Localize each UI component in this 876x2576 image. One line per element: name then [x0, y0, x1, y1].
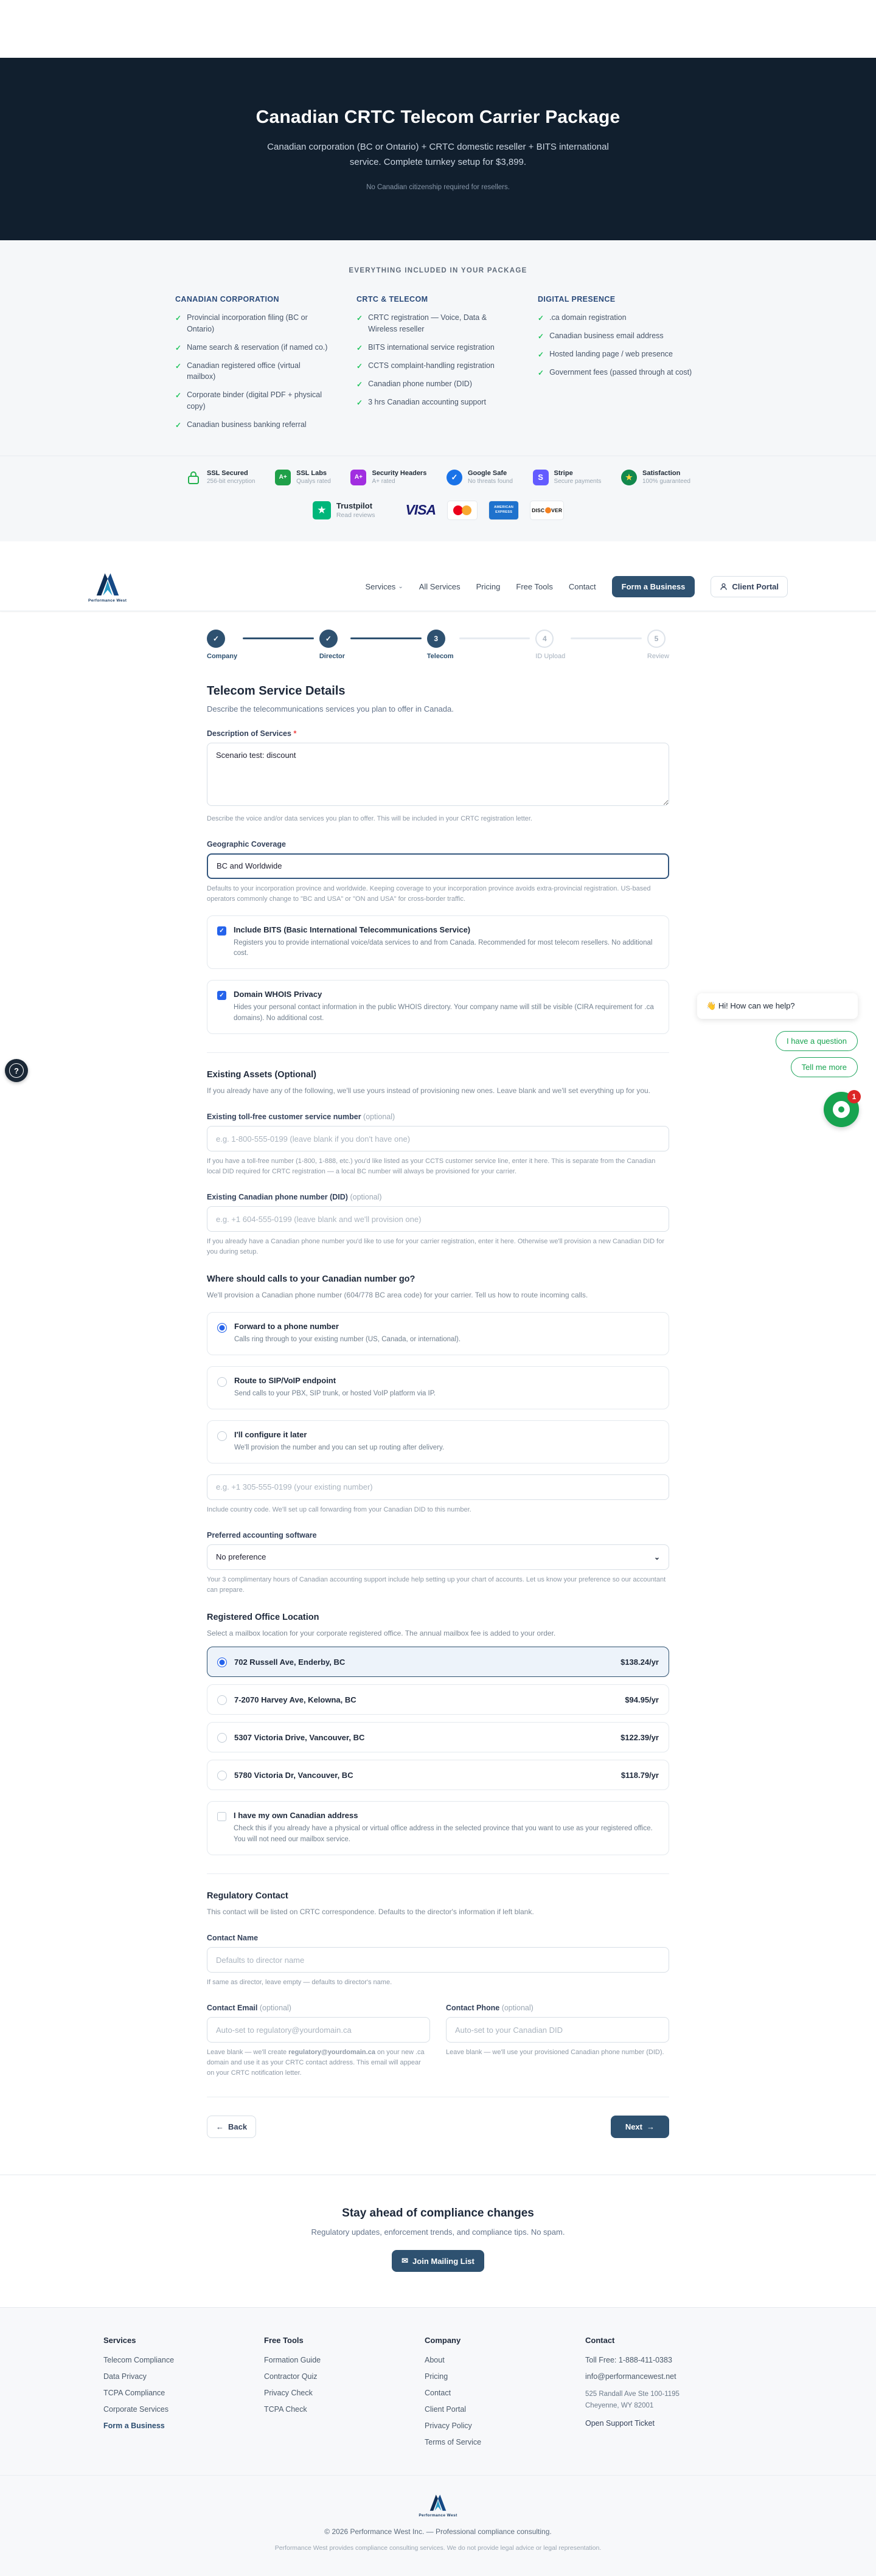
assets-heading: Existing Assets (Optional)	[207, 1069, 316, 1080]
brand-name: Performance West	[419, 2513, 457, 2518]
contact-email-help: Leave blank — we'll create regulatory@yourdomain.ca on your new .ca domain and use it as your CRTC contact address. This email will appear on your CRTC notification letter.	[207, 2049, 425, 2077]
check-icon: ✓	[219, 927, 224, 934]
geographic-coverage-input[interactable]	[207, 853, 669, 879]
newsletter-section	[0, 2175, 876, 2307]
stripe-icon: S	[533, 470, 549, 485]
footer-link-form-a-business[interactable]: Form a Business	[103, 2422, 165, 2431]
check-icon: ✓	[538, 350, 544, 359]
package-item: ✓ 3 hrs Canadian accounting support	[356, 397, 486, 407]
arrow-right-icon: →	[647, 2122, 655, 2132]
wave-icon: 👋	[706, 1001, 717, 1010]
package-item: ✓ CCTS complaint-handling registration	[356, 361, 495, 370]
description-textarea[interactable]	[207, 743, 669, 806]
package-item: ✓ Name search & reservation (if named co.)	[175, 342, 328, 352]
contact-name-help: If same as director, leave empty — defaults to director's name.	[207, 1979, 392, 1987]
nav-services[interactable]: Services ⌄	[365, 582, 403, 591]
chat-bubble-icon	[833, 1101, 850, 1118]
description-help: Describe the voice and/or data services you plan to offer. This will be included in your CRTC registration letter.	[207, 814, 532, 822]
description-label: Description of Services *	[207, 729, 297, 738]
progress-steps	[207, 630, 669, 660]
footer-link[interactable]: Contact	[425, 2389, 451, 2398]
person-icon	[720, 583, 728, 591]
check-icon: ✓	[356, 314, 363, 322]
trust-badge-ssl: SSL Secured 256-bit encryption	[186, 470, 255, 485]
accounting-label: Preferred accounting software	[207, 1530, 317, 1540]
footer-link[interactable]: About	[425, 2356, 445, 2365]
footer-link[interactable]: TCPA Check	[264, 2405, 307, 2414]
own-address-checkbox-card[interactable]: I have my own Canadian address Check this if you already have a physical or virtual office address in the selected province that you want to use as your registered office. You will not need our mailbox service.	[207, 1801, 669, 1855]
nav-free-tools[interactable]: Free Tools	[516, 582, 553, 591]
section-divider	[207, 1873, 669, 1874]
footer-link[interactable]: Terms of Service	[425, 2438, 482, 2447]
arrow-left-icon: ←	[216, 2122, 224, 2132]
check-icon: ✓	[175, 343, 182, 352]
brand-name: Performance West	[88, 599, 127, 603]
package-item: ✓ BITS international service registration	[356, 342, 495, 352]
radio-sip[interactable]	[217, 1377, 227, 1387]
step-label: Company	[207, 652, 238, 660]
discover-logo: DISC VER	[530, 501, 563, 519]
package-item: ✓ Provincial incorporation filing (BC or Ontario)	[175, 312, 328, 335]
footer-link[interactable]: Corporate Services	[103, 2405, 169, 2414]
contact-phone-label: Contact Phone (optional)	[446, 2004, 534, 2013]
logo[interactable]	[88, 571, 127, 603]
footer-link[interactable]: Pricing	[425, 2372, 448, 2381]
performance-west-logo-icon	[428, 2493, 448, 2512]
discover-dot-icon	[545, 507, 551, 513]
step-label: Director	[319, 652, 346, 660]
tollfree-input[interactable]	[207, 1126, 669, 1151]
routing-desc: We'll provision a Canadian phone number (604/778 BC area code) for your carrier. Tell us how to route incoming calls.	[207, 1291, 588, 1300]
footer-address: 525 Randall Ave Ste 100-1195 Cheyenne, WY 82001	[585, 2390, 680, 2409]
top-navigation	[0, 563, 876, 611]
footer-link[interactable]: Contractor Quiz	[264, 2372, 318, 2381]
forward-number-help: Include country code. We'll set up call forwarding from your Canadian DID to this number.	[207, 1505, 471, 1513]
hero-banner	[0, 58, 876, 240]
trust-badge-ssllabs: A+ SSL Labs Qualys rated	[275, 470, 331, 485]
step-company[interactable]	[207, 630, 225, 648]
help-fab-button[interactable]	[5, 1059, 28, 1082]
contact-email-label: Contact Email (optional)	[207, 2004, 291, 2013]
package-item: ✓ Government fees (passed through at cost)	[538, 368, 692, 377]
footer-link[interactable]: TCPA Compliance	[103, 2389, 165, 2398]
bits-checkbox-card[interactable]: ✓ Include BITS (Basic International Telecommunications Service) Registers you to provide international voice/data services to and from Canada. Recommended for most telecom resellers. No additional cost.	[207, 915, 669, 970]
star-icon: ★	[621, 470, 637, 485]
nav-pricing[interactable]: Pricing	[476, 582, 501, 591]
mail-icon: ✉	[401, 2256, 409, 2266]
quick-reply-more-button[interactable]: Tell me more	[791, 1057, 858, 1077]
trust-badge-securityheaders: A+ Security Headers A+ rated	[350, 470, 426, 485]
hero-subtitle: Canadian corporation (BC or Ontario) + CRTC domestic reseller + BITS international service. Complete turnkey setup for $3,899.	[267, 142, 609, 167]
check-icon: ✓	[538, 332, 544, 341]
step-telecom[interactable]: 3	[427, 630, 445, 648]
footer-email[interactable]: info@performancewest.net	[585, 2372, 676, 2381]
radio-forward[interactable]	[217, 1323, 227, 1333]
check-icon: ✓	[538, 369, 544, 377]
footer-column-services: Services Telecom Compliance Data Privacy TCPA Compliance Corporate Services Form a Business	[103, 2336, 264, 2454]
contact-name-label: Contact Name	[207, 1934, 259, 1943]
check-icon: ✓	[175, 391, 182, 400]
footer-logo	[419, 2493, 457, 2518]
contact-email-input[interactable]	[207, 2017, 430, 2043]
routing-option-forward[interactable]: Forward to a phone number Calls ring through to your existing number (US, Canada, or international).	[207, 1312, 669, 1355]
check-icon: ✓	[356, 361, 363, 370]
check-icon: ✓	[219, 992, 224, 999]
shield-check-icon: ✓	[447, 470, 462, 485]
footer	[0, 2307, 876, 2576]
check-icon: ✓	[175, 361, 182, 370]
chat-quick-replies	[776, 1031, 858, 1077]
mastercard-logo	[448, 501, 477, 519]
question-mark-icon: ?	[9, 1063, 24, 1078]
geographic-label: Geographic Coverage	[207, 839, 286, 849]
package-column-corporation: CANADIAN CORPORATION ✓ Provincial incorporation filing (BC or Ontario) ✓ Name search & reservation (if named co.) ✓ Canadian registered office (virtual mailbox) ✓ Corporate binder (digital PDF + physical copy) ✓ Canadian business banking referral	[175, 295, 328, 429]
radio-office-2[interactable]	[217, 1695, 227, 1705]
accounting-software-select[interactable]: No preference ⌄	[207, 1544, 669, 1570]
join-mailing-list-button[interactable]: ✉ Join Mailing List	[392, 2250, 484, 2272]
office-heading: Registered Office Location	[207, 1613, 319, 1623]
amex-logo: AMERICAN EXPRESS	[489, 501, 518, 519]
radio-office-3[interactable]	[217, 1733, 227, 1743]
newsletter-heading: Stay ahead of compliance changes	[342, 2207, 534, 2220]
did-input[interactable]	[207, 1206, 669, 1232]
package-item: ✓ .ca domain registration	[538, 313, 627, 322]
copyright: © 2026 Performance West Inc. — Professional compliance consulting.	[324, 2527, 552, 2536]
check-icon: ✓	[325, 634, 332, 643]
form-a-business-button[interactable]: Form a Business	[612, 576, 695, 597]
step-director[interactable]	[319, 630, 338, 648]
step-connector	[243, 637, 314, 639]
footer-column-contact: Contact Toll Free: 1-888-411-0383 info@performancewest.net 525 Randall Ave Ste 100-1195 Cheyenne, WY 82001 Open Support Ticket	[585, 2336, 773, 2454]
step-connector	[571, 637, 642, 639]
tollfree-label: Existing toll-free customer service number (optional)	[207, 1113, 395, 1122]
page-title: Canadian CRTC Telecom Carrier Package	[255, 107, 620, 128]
package-section	[0, 240, 876, 541]
footer-link[interactable]: Telecom Compliance	[103, 2356, 175, 2365]
whois-checkbox-card[interactable]: ✓ Domain WHOIS Privacy Hides your personal contact information in the public WHOIS directory. Your company name will still be visible (CIRA requirement for .ca domains). No additional cost.	[207, 980, 669, 1034]
next-button[interactable]: Next →	[611, 2116, 669, 2138]
check-icon: ✓	[538, 314, 544, 322]
radio-later[interactable]	[217, 1431, 227, 1441]
package-item: ✓ Canadian business email address	[538, 332, 664, 341]
quick-reply-question-button[interactable]: I have a question	[776, 1031, 858, 1051]
nav-contact[interactable]: Contact	[568, 582, 596, 591]
footer-link[interactable]: Privacy Check	[264, 2389, 313, 2398]
package-heading: EVERYTHING INCLUDED IN YOUR PACKAGE	[349, 267, 527, 274]
radio-office-1[interactable]	[217, 1658, 227, 1667]
assets-desc: If you already have any of the following, we'll use yours instead of provisioning new ones. Leave blank and we'll set everything up for you.	[207, 1086, 651, 1095]
office-option-vancouver-2[interactable]: 5780 Victoria Dr, Vancouver, BC $118.79/yr	[207, 1760, 669, 1790]
package-item: ✓ Hosted landing page / web presence	[538, 350, 673, 359]
trustpilot-badge[interactable]: ★ Trustpilot Read reviews	[313, 501, 375, 519]
step-connector	[459, 637, 530, 639]
step-label: ID Upload	[535, 652, 566, 660]
nav-all-services[interactable]: All Services	[419, 582, 461, 591]
chat-greeting-bubble: 👋 Hi! How can we help?	[697, 993, 858, 1019]
did-help: If you already have a Canadian phone number you'd like to use for your carrier registration, enter it here. Otherwise we'll provision a new Canadian DID for you during setup.	[207, 1238, 664, 1256]
package-item: ✓ CRTC registration — Voice, Data & Wireless reseller	[356, 312, 510, 335]
geographic-help: Defaults to your incorporation province and worldwide. Keeping coverage to your incorporation province avoids extra-provincial registration. US-based operators commonly change to "BC and USA" or "ON and USA" for cross-border traffic.	[207, 884, 651, 903]
package-item: ✓ Canadian phone number (DID)	[356, 379, 472, 389]
step-label: Review	[647, 652, 669, 660]
contact-phone-help: Leave blank — we'll use your provisioned Canadian phone number (DID).	[446, 2049, 664, 2057]
routing-option-sip[interactable]: Route to SIP/VoIP endpoint Send calls to your PBX, SIP trunk, or hosted VoIP platform via IP.	[207, 1366, 669, 1409]
form-subheading: Describe the telecommunications services you plan to offer in Canada.	[207, 704, 454, 713]
footer-link[interactable]: Data Privacy	[103, 2372, 147, 2381]
chevron-down-icon: ⌄	[653, 1552, 660, 1561]
step-review[interactable]: 5	[647, 630, 666, 648]
package-column-digital: DIGITAL PRESENCE ✓ .ca domain registration ✓ Canadian business email address ✓ Hosted landing page / web presence ✓ Government fees (passed through at cost)	[538, 295, 701, 437]
a-plus-icon: A+	[275, 470, 291, 485]
chevron-down-icon: ⌄	[398, 583, 403, 590]
footer-phone[interactable]: Toll Free: 1-888-411-0383	[585, 2356, 672, 2365]
step-connector	[350, 637, 422, 639]
client-portal-button[interactable]: Client Portal	[711, 576, 788, 597]
contact-phone-input[interactable]	[446, 2017, 669, 2043]
radio-office-4[interactable]	[217, 1771, 227, 1780]
check-icon: ✓	[212, 634, 220, 643]
unread-badge: 1	[847, 1090, 861, 1103]
hero-note: No Canadian citizenship required for resellers.	[366, 183, 510, 191]
footer-link[interactable]: Privacy Policy	[425, 2422, 472, 2431]
back-button[interactable]: ← Back	[207, 2116, 256, 2138]
contact-name-input[interactable]	[207, 1947, 669, 1973]
disclaimer: Performance West provides compliance consulting services. We do not provide legal advice or legal representation.	[274, 2544, 602, 2552]
section-divider	[207, 1052, 669, 1053]
did-label: Existing Canadian phone number (DID) (optional)	[207, 1193, 382, 1202]
package-item: ✓ Canadian registered office (virtual mailbox)	[175, 360, 328, 383]
office-desc: Select a mailbox location for your corporate registered office. The annual mailbox fee is added to your order.	[207, 1629, 556, 1638]
office-option-enderby[interactable]: 702 Russell Ave, Enderby, BC $138.24/yr	[207, 1647, 669, 1677]
routing-option-later[interactable]: I'll configure it later We'll provision the number and you can set up routing after delivery.	[207, 1420, 669, 1463]
tollfree-help: If you have a toll-free number (1-800, 1-888, etc.) you'd like listed as your CCTS customer service line, enter it here. This is separate from the Canadian local DID required for CRTC registration — a local BC number will always be provisioned for your carrier.	[207, 1158, 656, 1176]
visa-logo: VISA	[405, 502, 436, 518]
footer-column-free-tools: Free Tools Formation Guide Contractor Quiz Privacy Check TCPA Check	[264, 2336, 425, 2454]
check-icon: ✓	[175, 314, 182, 322]
lock-icon	[186, 470, 201, 485]
check-icon: ✓	[356, 398, 363, 407]
footer-link[interactable]: Formation Guide	[264, 2356, 321, 2365]
trust-badge-googlesafe: ✓ Google Safe No threats found	[447, 470, 513, 485]
package-column-crtc: CRTC & TELECOM ✓ CRTC registration — Voice, Data & Wireless reseller ✓ BITS international service registration ✓ CCTS complaint-handling registration ✓ Canadian phone number (DID) ✓ 3 hrs Canadian accounting support	[356, 295, 510, 437]
regulatory-heading: Regulatory Contact	[207, 1890, 288, 1901]
trustpilot-star-icon: ★	[313, 501, 331, 519]
a-plus-icon: A+	[350, 470, 366, 485]
office-option-vancouver-1[interactable]: 5307 Victoria Drive, Vancouver, BC $122.39/yr	[207, 1722, 669, 1752]
trust-badge-satisfaction: ★ Satisfaction 100% guaranteed	[621, 470, 690, 485]
footer-support-ticket-link[interactable]: Open Support Ticket	[585, 2419, 655, 2428]
package-item: ✓ Canadian business banking referral	[175, 420, 307, 429]
bits-checkbox[interactable]	[217, 926, 226, 936]
newsletter-desc: Regulatory updates, enforcement trends, and compliance tips. No spam.	[311, 2227, 565, 2237]
telecom-form	[207, 611, 669, 2167]
check-icon: ✓	[175, 420, 182, 429]
office-option-kelowna[interactable]: 7-2070 Harvey Ave, Kelowna, BC $94.95/yr	[207, 1684, 669, 1715]
forward-number-input[interactable]	[207, 1474, 669, 1500]
trust-badge-stripe: S Stripe Secure payments	[533, 470, 602, 485]
step-id-upload[interactable]: 4	[535, 630, 554, 648]
step-label: Telecom	[426, 652, 454, 660]
footer-link[interactable]: Client Portal	[425, 2405, 467, 2414]
form-heading: Telecom Service Details	[207, 684, 346, 698]
package-item: ✓ Corporate binder (digital PDF + physical copy)	[175, 389, 328, 412]
footer-column-company: Company About Pricing Contact Client Portal Privacy Policy Terms of Service	[425, 2336, 585, 2454]
regulatory-desc: This contact will be listed on CRTC correspondence. Defaults to the director's information if left blank.	[207, 1907, 534, 1916]
whois-checkbox[interactable]	[217, 991, 226, 1000]
check-icon: ✓	[356, 380, 363, 389]
performance-west-logo-icon	[94, 571, 122, 597]
accounting-help: Your 3 complimentary hours of Canadian accounting support include help setting up your chart of accounts. Let us know your preference so our accountant can prepare.	[207, 1575, 666, 1594]
check-icon: ✓	[356, 343, 363, 352]
own-address-checkbox[interactable]	[217, 1812, 226, 1821]
routing-heading: Where should calls to your Canadian number go?	[207, 1274, 415, 1285]
chat-fab-button[interactable]	[824, 1092, 859, 1127]
